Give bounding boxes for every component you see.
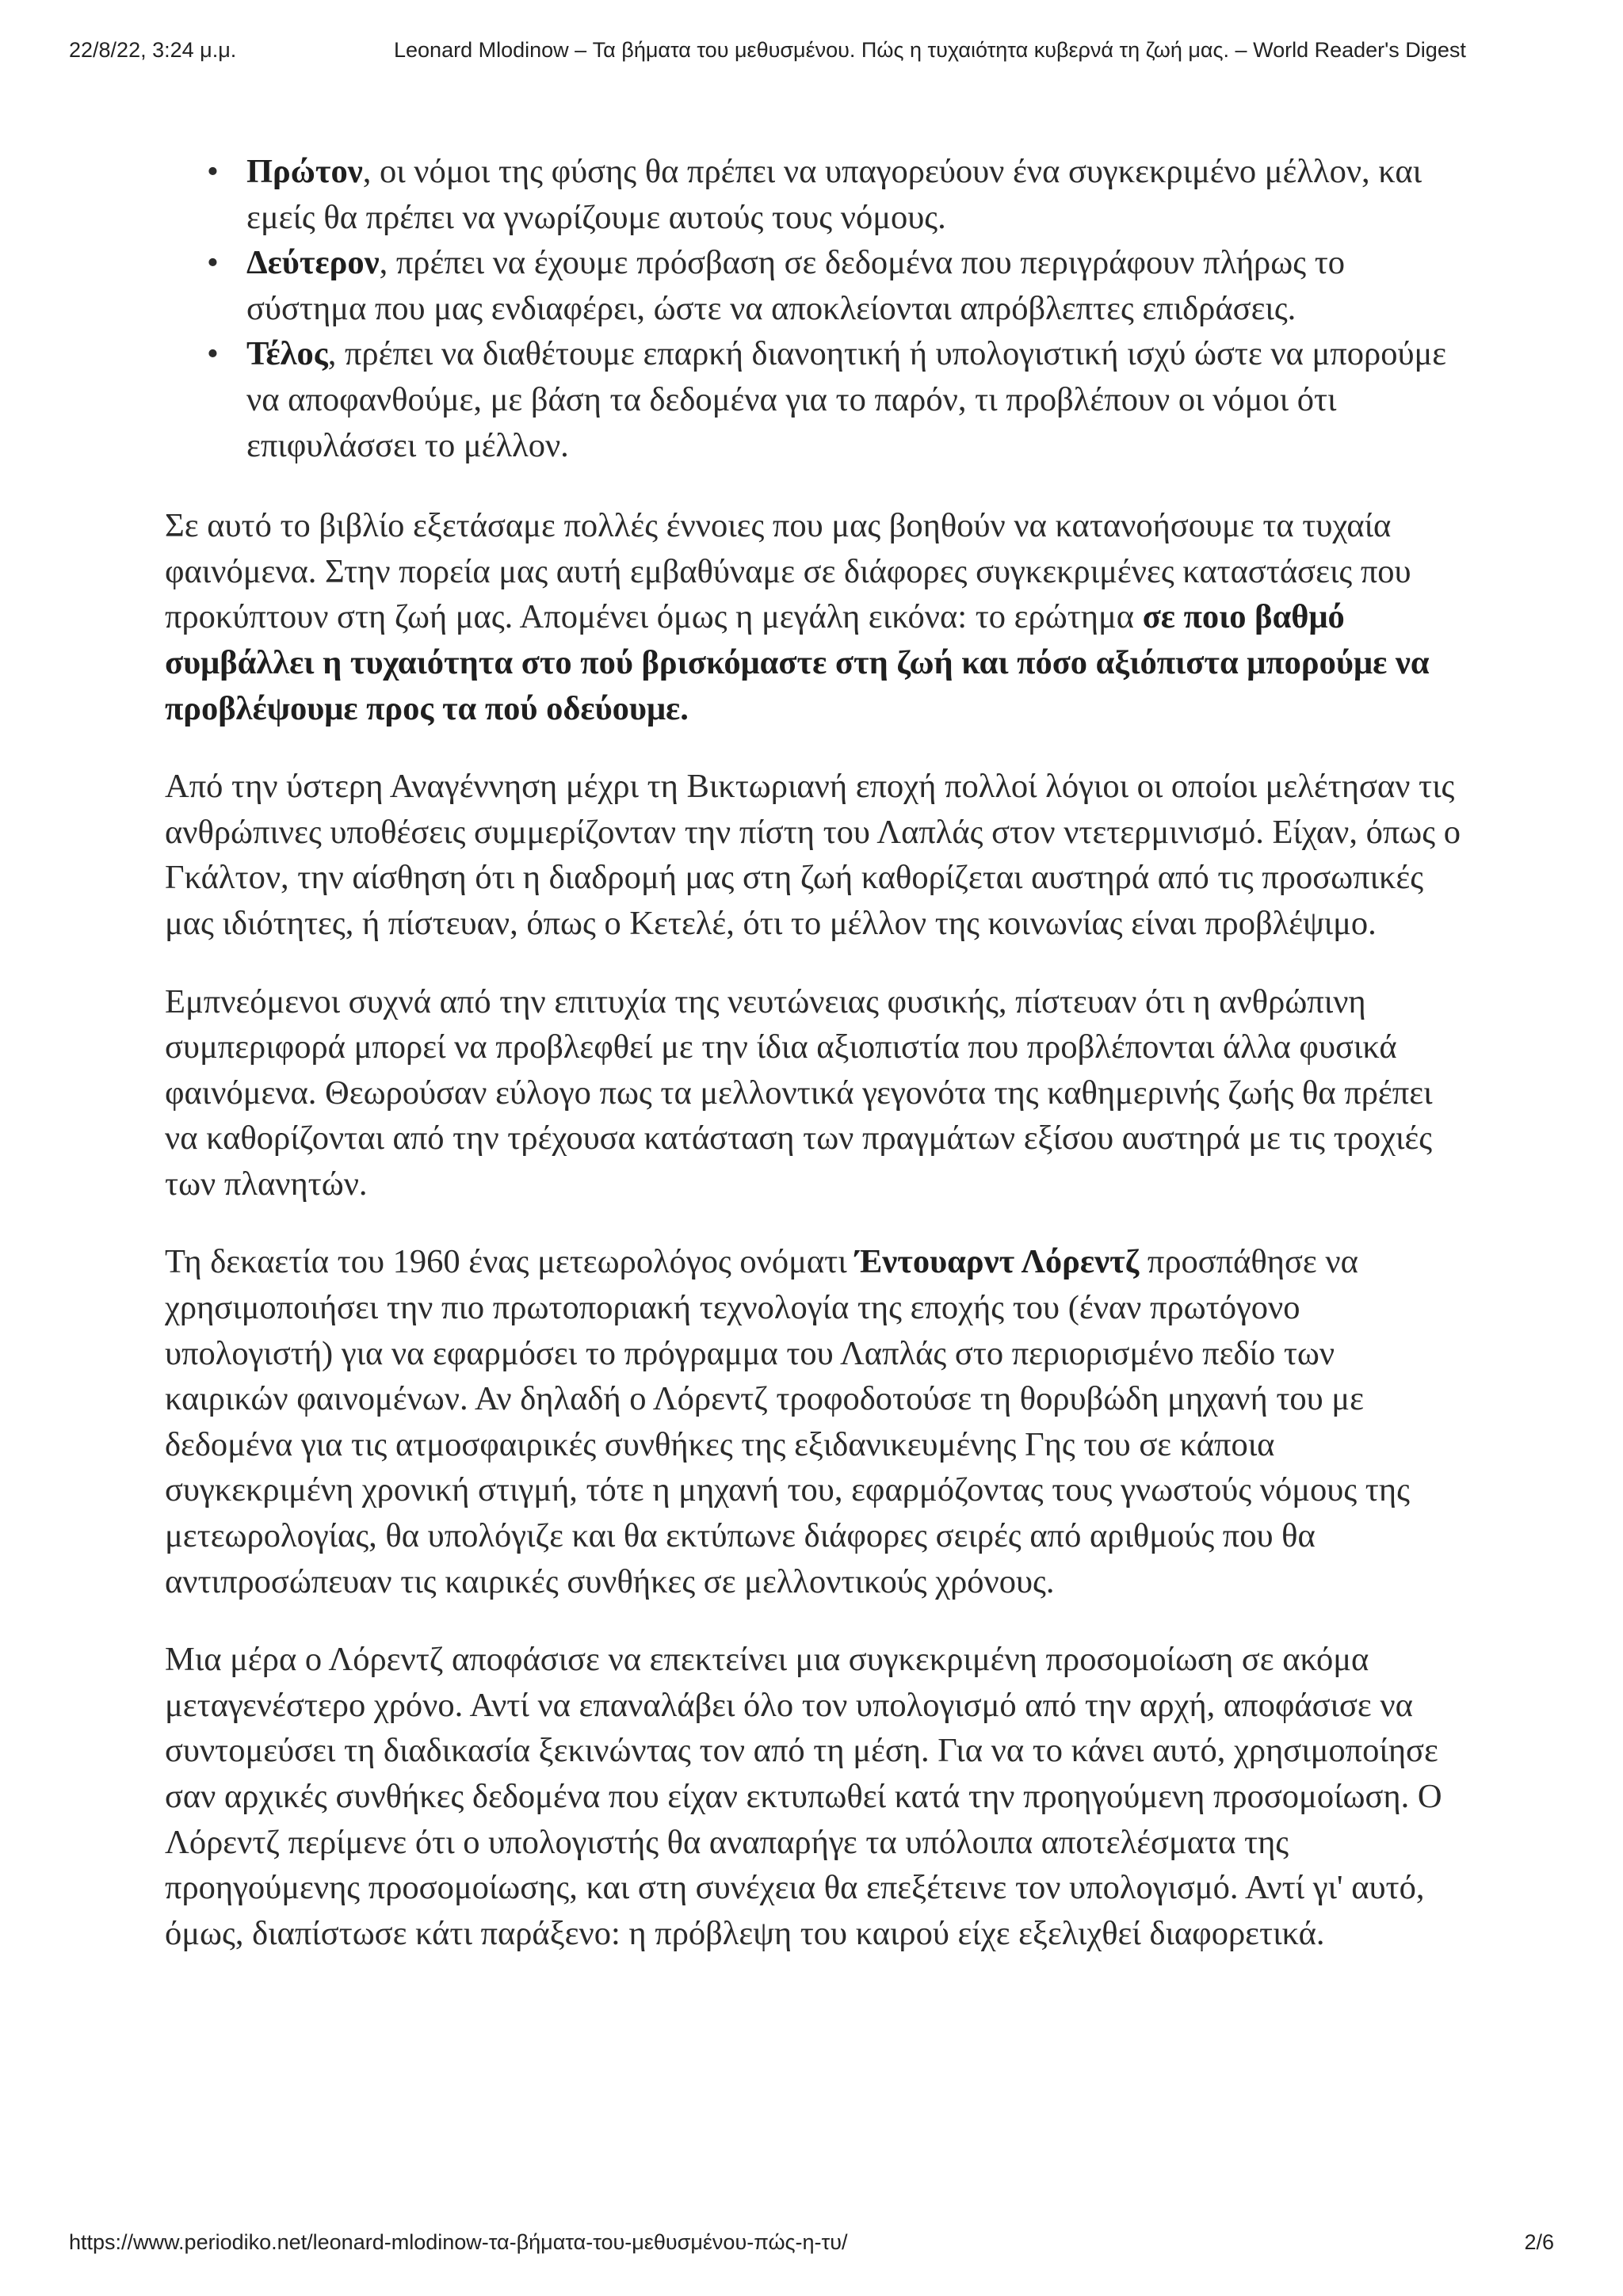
requirements-list [165, 149, 1465, 468]
list-item [207, 149, 1465, 240]
list-item-bold: Δεύτερον [246, 244, 380, 282]
print-header [69, 38, 1554, 70]
article-body [165, 149, 1465, 1989]
paragraph-determinism: Από την ύστερη Αναγέννηση μέχρι τη Βικτωριανή εποχή πολλοί λόγιοι οι οποίοι μελέτησαν τις ανθρώπινες υποθέσεις συμμερίζονταν την πίστη του Λαπλάς στον ντετερμινισμό. Είχαν, όπως ο Γκάλτον, την αίσθηση ότι η διαδρομή μας στη ζωή καθορίζεται αυστηρά από τις προσωπικές μας ιδιότητες, ή πίστευαν, όπως ο Κετελέ, ότι το μέλλον της κοινωνίας είναι προβλέψιμο. [165, 768, 1461, 942]
print-footer [69, 2230, 1554, 2262]
page-number: 2/6 [1524, 2230, 1554, 2254]
bullet-icon: • [207, 153, 219, 190]
list-item-text: , οι νόμοι της φύσης θα πρέπει να υπαγορεύουν ένα συγκεκριμένο μέλλον, και εμείς θα πρέπει να γνωρίζουμε αυτούς τους νόμους. [246, 153, 1423, 236]
list-item-text: , πρέπει να διαθέτουμε επαρκή διανοητική ή υπολογιστική ισχύ ώστε να μπορούμε να αποφανθούμε, με βάση τα δεδομένα για το παρόν, τι προβλέπουν οι νόμοι ότι επιφυλάσσει το μέλλον. [246, 335, 1447, 464]
page-title: Leonard Mlodinow – Τα βήματα του μεθυσμένου. Πώς η τυχαιότητα κυβερνά τη ζωή μας. – World Reader's Digest [394, 38, 1466, 62]
paragraph-lorenz [165, 1239, 1465, 1604]
bullet-icon: • [207, 244, 219, 282]
print-date: 22/8/22, 3:24 μ.μ. [69, 38, 237, 62]
paragraph-text: Σε αυτό το βιβλίο εξετάσαμε πολλές έννοιες που μας βοηθούν να κατανοήσουμε τα τυχαία φαινόμενα. Στην πορεία μας αυτή εμβαθύναμε σε διάφορες συγκεκριμένες καταστάσεις που προκύπτουν στη ζωή μας. Απομένει όμως η μεγάλη εικόνα: το ερώτημα [165, 507, 1411, 636]
paragraph-bold: σε ποιο βαθμό συμβάλλει η τυχαιότητα στο πού βρισκόμαστε στη ζωή και πόσο αξιόπιστα μπορούμε να προβλέψουμε προς τα πού οδεύουμε. [165, 598, 1430, 727]
paragraph-big-picture [165, 503, 1465, 731]
paragraph-text: προσπάθησε να χρησιμοποιήσει την πιο πρωτοποριακή τεχνολογία της εποχής του (έναν πρωτόγονο υπολογιστή) για να εφαρμόσει το πρόγραμμα του Λαπλάς στο περιορισμένο πεδίο των καιρικών φαινομένων. Αν δηλαδή ο Λόρεντζ τροφοδοτούσε τη θορυβώδη μηχανή του με δεδομένα για τις ατμοσφαιρικές συνθήκες της εξιδανικευμένης Γης του σε κάποια συγκεκριμένη χρονική στιγμή, τότε η μηχανή του, εφαρμόζοντας τους γνωστούς νόμους της μετεωρολογίας, θα υπολόγιζε και θα εκτύπωνε διάφορες σειρές από αριθμούς που θα αντιπροσώπευαν τις καιρικές συνθήκες σε μελλοντικούς χρόνους. [165, 1243, 1410, 1600]
paragraph-bold: Έντουαρντ Λόρεντζ [855, 1243, 1140, 1281]
list-item [207, 240, 1465, 331]
list-item-text: , πρέπει να έχουμε πρόσβαση σε δεδομένα που περιγράφουν πλήρως το σύστημα που μας ενδιαφέρει, ώστε να αποκλείονται απρόβλεπτες επιδράσεις. [246, 244, 1346, 327]
page-url[interactable]: https://www.periodiko.net/leonard-mlodinow-τα-βήματα-του-μεθυσμένου-πώς-η-τυ/ [69, 2230, 848, 2254]
bullet-icon: • [207, 335, 219, 373]
list-item-bold: Τέλος [246, 335, 328, 373]
list-item [207, 331, 1465, 468]
list-item-bold: Πρώτον [246, 153, 363, 190]
paragraph-newtonian: Εμπνεόμενοι συχνά από την επιτυχία της νευτώνειας φυσικής, πίστευαν ότι η ανθρώπινη συμπεριφορά μπορεί να προβλεφθεί με την ίδια αξιοπιστία που προβλέπονται άλλα φυσικά φαινόμενα. Θεωρούσαν εύλογο πως τα μελλοντικά γεγονότα της καθημερινής ζωής θα πρέπει να καθορίζονται από την τρέχουσα κατάσταση των πραγμάτων εξίσου αυστηρά με τις τροχιές των πλανητών. [165, 982, 1433, 1203]
paragraph-simulation: Μια μέρα ο Λόρεντζ αποφάσισε να επεκτείνει μια συγκεκριμένη προσομοίωση σε ακόμα μεταγενέστερο χρόνο. Αντί να επαναλάβει όλο τον υπολογισμό από την αρχή, αποφάσισε να συντομεύσει τη διαδικασία ξεκινώντας τον από τη μέση. Για να το κάνει αυτό, χρησιμοποίησε σαν αρχικές συνθήκες δεδομένα που είχαν εκτυπωθεί κατά την προηγούμενη προσομοίωση. Ο Λόρεντζ περίμενε ότι ο υπολογιστής θα αναπαρήγε τα υπόλοιπα αποτελέσματα της προηγούμενης προσομοίωσης, και στη συνέχεια θα επεξέτεινε τον υπολογισμό. Αντί γι' αυτό, όμως, διαπίστωσε κάτι παράξενο: η πρόβλεψη του καιρού είχε εξελιχθεί διαφορετικά. [165, 1641, 1442, 1952]
paragraph-text: Τη δεκαετία του 1960 ένας μετεωρολόγος ονόματι [165, 1243, 856, 1281]
